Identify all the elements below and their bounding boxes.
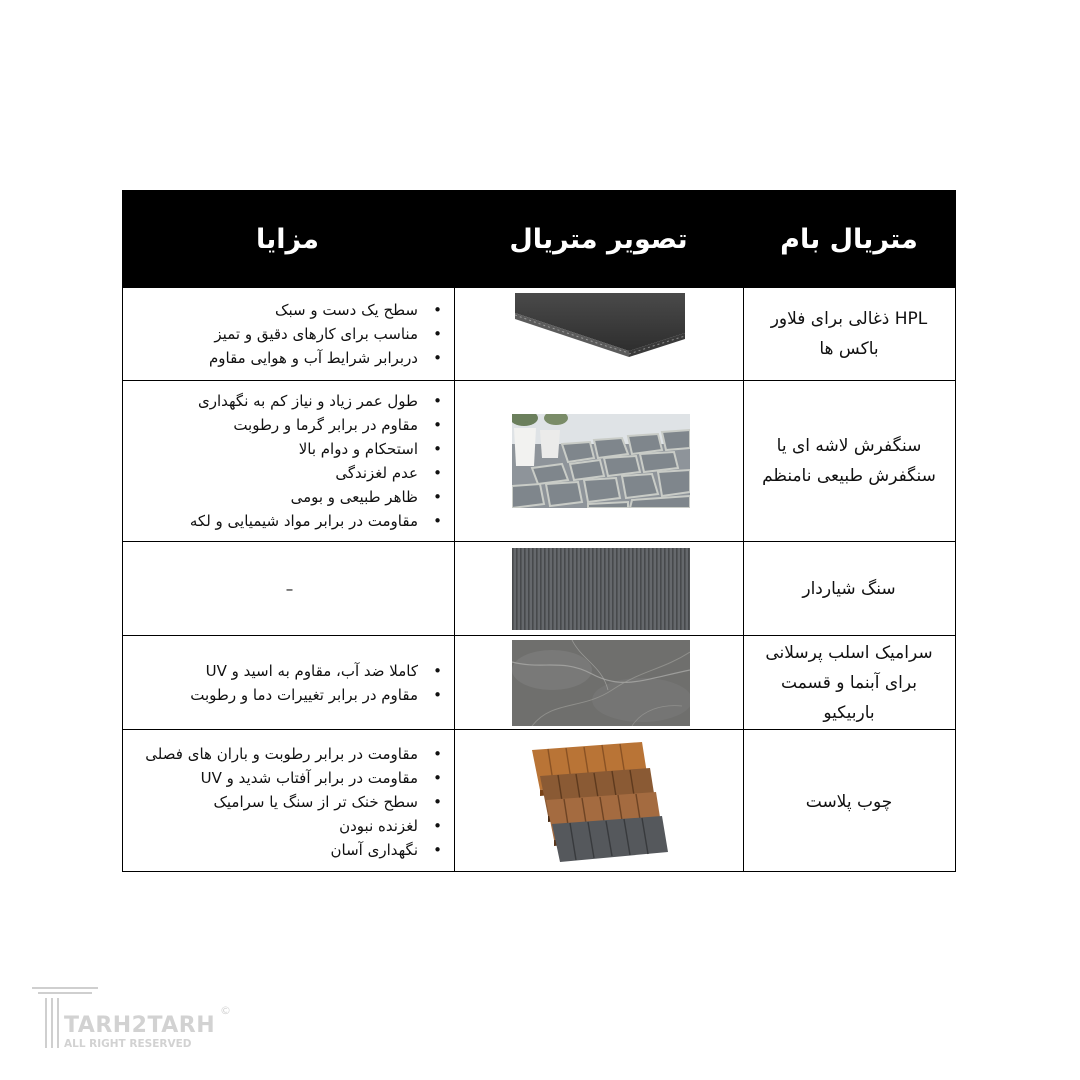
header-material: متریال بام	[780, 223, 918, 255]
table-row	[123, 287, 955, 380]
hpl-panel-image	[513, 291, 689, 377]
list-item: • مقاومت در برابر رطوبت و باران های فصلی	[123, 742, 444, 766]
empty-advantages: –	[285, 579, 294, 598]
list-item: • استحکام و دوام بالا	[123, 437, 444, 461]
advantages-list	[123, 298, 456, 370]
material-image-cell	[456, 636, 745, 729]
table-row	[123, 380, 955, 541]
table-row	[123, 729, 955, 873]
list-item: • مقاومت در برابر آفتاب شدید و UV	[123, 766, 444, 790]
advantages-cell	[123, 730, 456, 873]
list-item: • مقاوم در برابر تغییرات دما و رطوبت	[123, 683, 444, 707]
material-image-cell	[456, 730, 745, 873]
header-image: تصویر متریال	[509, 223, 688, 255]
list-item: • مقاوم در برابر گرما و رطوبت	[123, 413, 444, 437]
wpc-decking-image	[526, 740, 676, 864]
material-name: سنگفرش لاشه ای یا سنگفرش طبیعی نامنظم	[762, 436, 936, 486]
list-item: • لغزنده نبودن	[123, 814, 444, 838]
material-image-cell	[456, 542, 745, 635]
list-item: • نگهداری آسان	[123, 838, 444, 862]
porcelain-slab-image	[512, 640, 690, 726]
advantages-list	[123, 389, 456, 533]
advantages-cell	[123, 542, 456, 635]
advantages-cell	[123, 636, 456, 729]
material-name: سنگ شیاردار	[802, 578, 896, 599]
table-row	[123, 541, 955, 635]
grooved-stone-image	[512, 548, 690, 630]
table-row	[123, 635, 955, 729]
watermark-rights: ALL RIGHT RESERVED	[64, 1038, 192, 1050]
list-item: • مقاومت در برابر مواد شیمیایی و لکه	[123, 509, 444, 533]
list-item: • عدم لغزندگی	[123, 461, 444, 485]
table-header	[123, 191, 955, 287]
advantages-cell	[123, 381, 456, 541]
list-item: • ظاهر طبیعی و بومی	[123, 485, 444, 509]
material-image-cell	[456, 381, 745, 541]
advantages-list	[123, 659, 456, 707]
list-item: • طول عمر زیاد و نیاز کم به نگهداری	[123, 389, 444, 413]
copyright-symbol: ©	[220, 1004, 231, 1017]
tarh2tarh-watermark-logo	[28, 984, 238, 1054]
list-item: • سطح یک دست و سبک	[123, 298, 444, 322]
flagstone-paving-image	[512, 414, 690, 508]
watermark-brand: TARH2TARH	[64, 1013, 216, 1038]
header-advantages: مزایا	[255, 223, 320, 255]
advantages-list	[123, 742, 456, 862]
materials-table	[122, 190, 956, 872]
material-name: سرامیک اسلب پرسلانی برای آبنما و قسمت باربیکیو	[765, 642, 933, 723]
list-item: • سطح خنک تر از سنگ یا سرامیک	[123, 790, 444, 814]
advantages-cell	[123, 288, 456, 380]
list-item: • دربرابر شرایط آب و هوایی مقاوم	[123, 346, 444, 370]
material-image-cell	[456, 288, 745, 380]
material-name: HPL ذغالی برای فلاور باکس ها	[770, 309, 928, 359]
material-name: چوب پلاست	[805, 791, 893, 812]
list-item: • مناسب برای کارهای دقیق و تمیز	[123, 322, 444, 346]
list-item: • کاملا ضد آب، مقاوم به اسید و UV	[123, 659, 444, 683]
